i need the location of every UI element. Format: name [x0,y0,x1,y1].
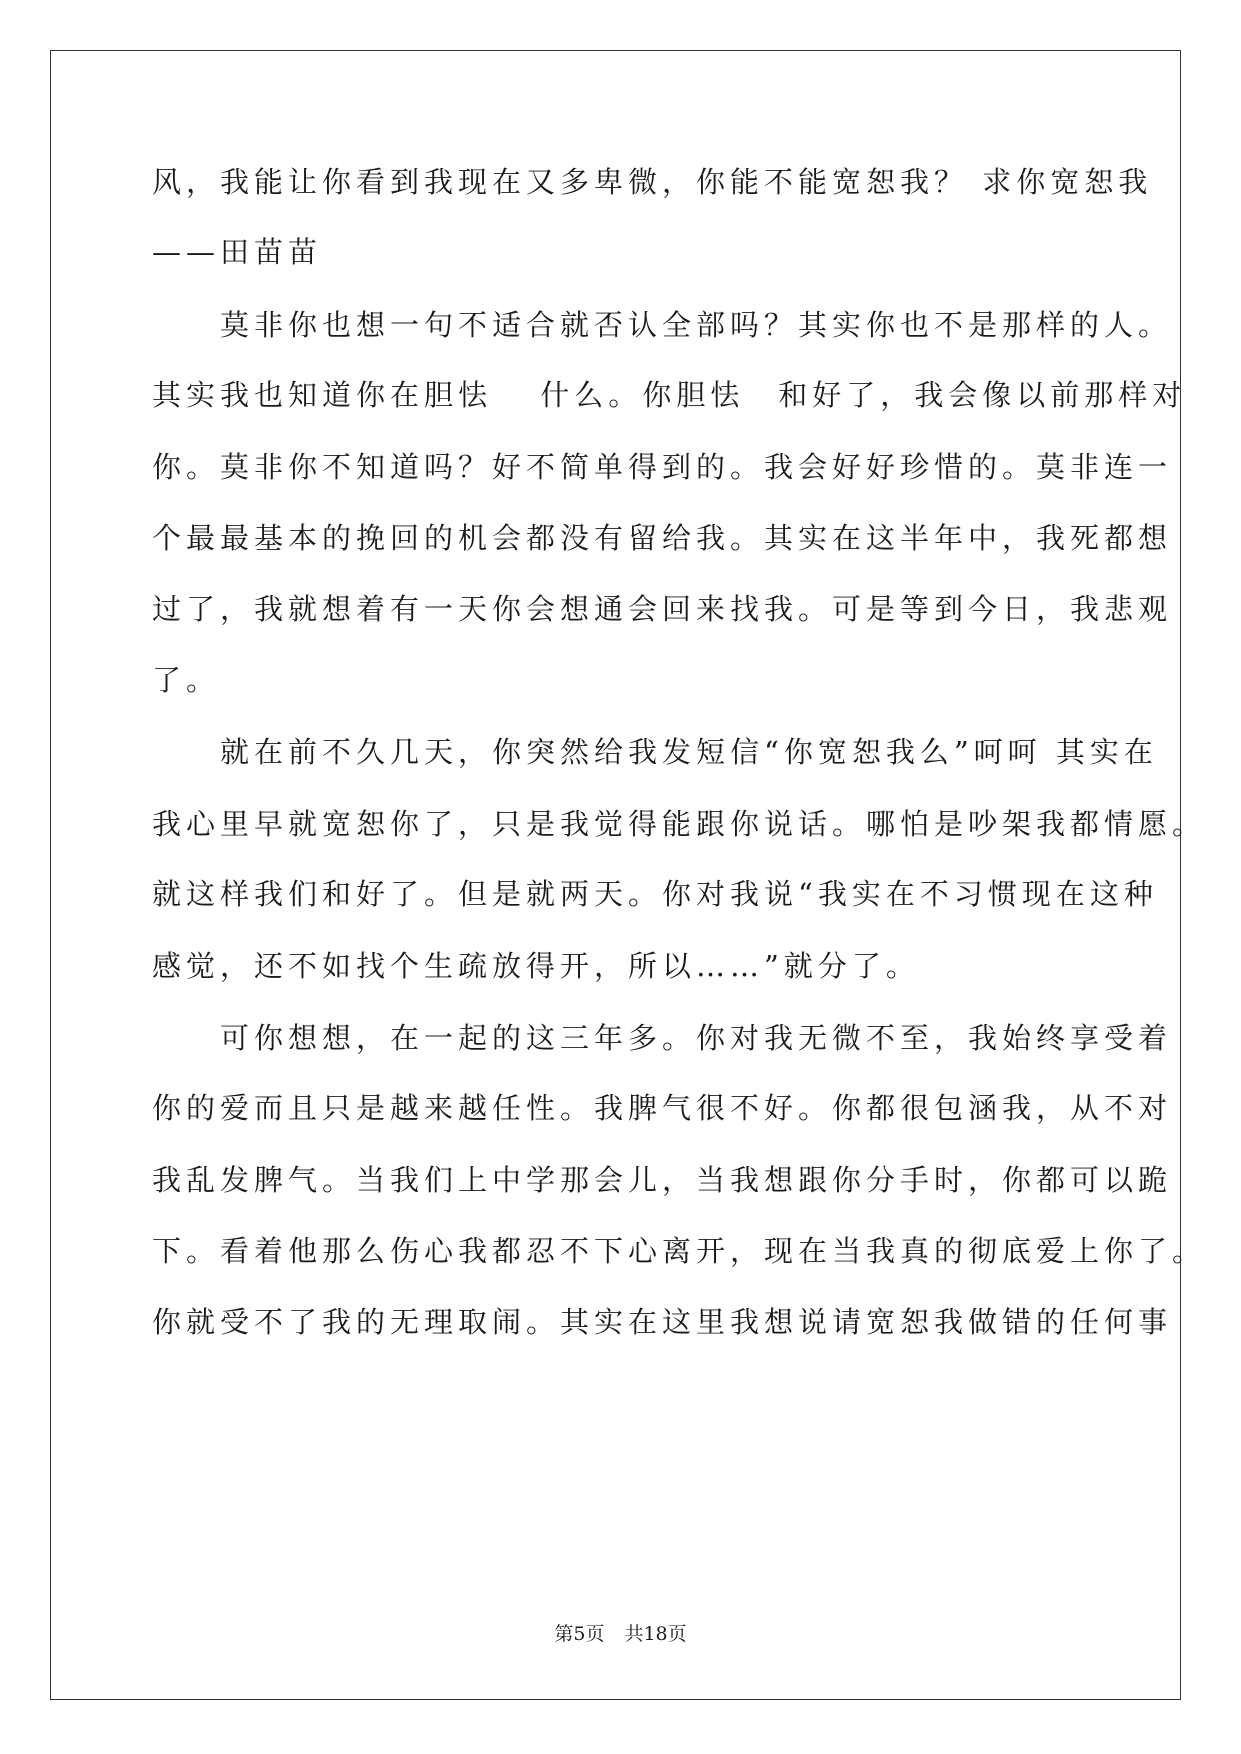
text-line: 可你想想，在一起的这三年多。你对我无微不至，我始终享受着 [152,1021,1173,1055]
text-line: 就在前不久几天，你突然给我发短信“你宽恕我么”呵呵 其实在 [152,735,1158,769]
text-line: 风，我能让你看到我现在又多卑微，你能不能宽恕我？ 求你宽恕我 [152,165,1153,199]
text-line: 我心里早就宽恕你了，只是我觉得能跟你说话。哪怕是吵架我都情愿。 [152,807,1207,841]
text-line: 了。 [152,663,221,697]
text-line: 过了，我就想着有一天你会想通会回来找我。可是等到今日，我悲观 [152,592,1173,626]
text-line: 你的爱而且只是越来越任性。我脾气很不好。你都很包涵我，从不对 [152,1091,1173,1125]
text-line: 你就受不了我的无理取闹。其实在这里我想说请宽恕我做错的任何事 [152,1305,1173,1339]
text-line: 其实我也知道你在胆怯 什么。你胆怯 和好了，我会像以前那样对 [152,378,1187,412]
text-line: 个最最基本的挽回的机会都没有留给我。其实在这半年中，我死都想 [152,521,1173,555]
text-line: 就这样我们和好了。但是就两天。你对我说“我实在不习惯现在这种 [152,877,1158,911]
page-footer [0,1622,1241,1646]
page-total: 共18页 [624,1623,687,1645]
text-line: 下。看着他那么伤心我都忍不下心离开，现在当我真的彻底爱上你了。 [152,1234,1207,1268]
text-line: 莫非你也想一句不适合就否认全部吗？其实你也不是那样的人。 [152,308,1173,342]
text-line: 你。莫非你不知道吗？好不简单得到的。我会好好珍惜的。莫非连一 [152,450,1173,484]
text-line: 我乱发脾气。当我们上中学那会儿，当我想跟你分手时，你都可以跪 [152,1163,1173,1197]
text-line: ——田苗苗 [152,235,323,269]
text-line: 感觉，还不如找个生疏放得开，所以……”就分了。 [152,949,920,983]
page-border [50,50,1181,1700]
page-number: 第5页 [554,1623,605,1645]
